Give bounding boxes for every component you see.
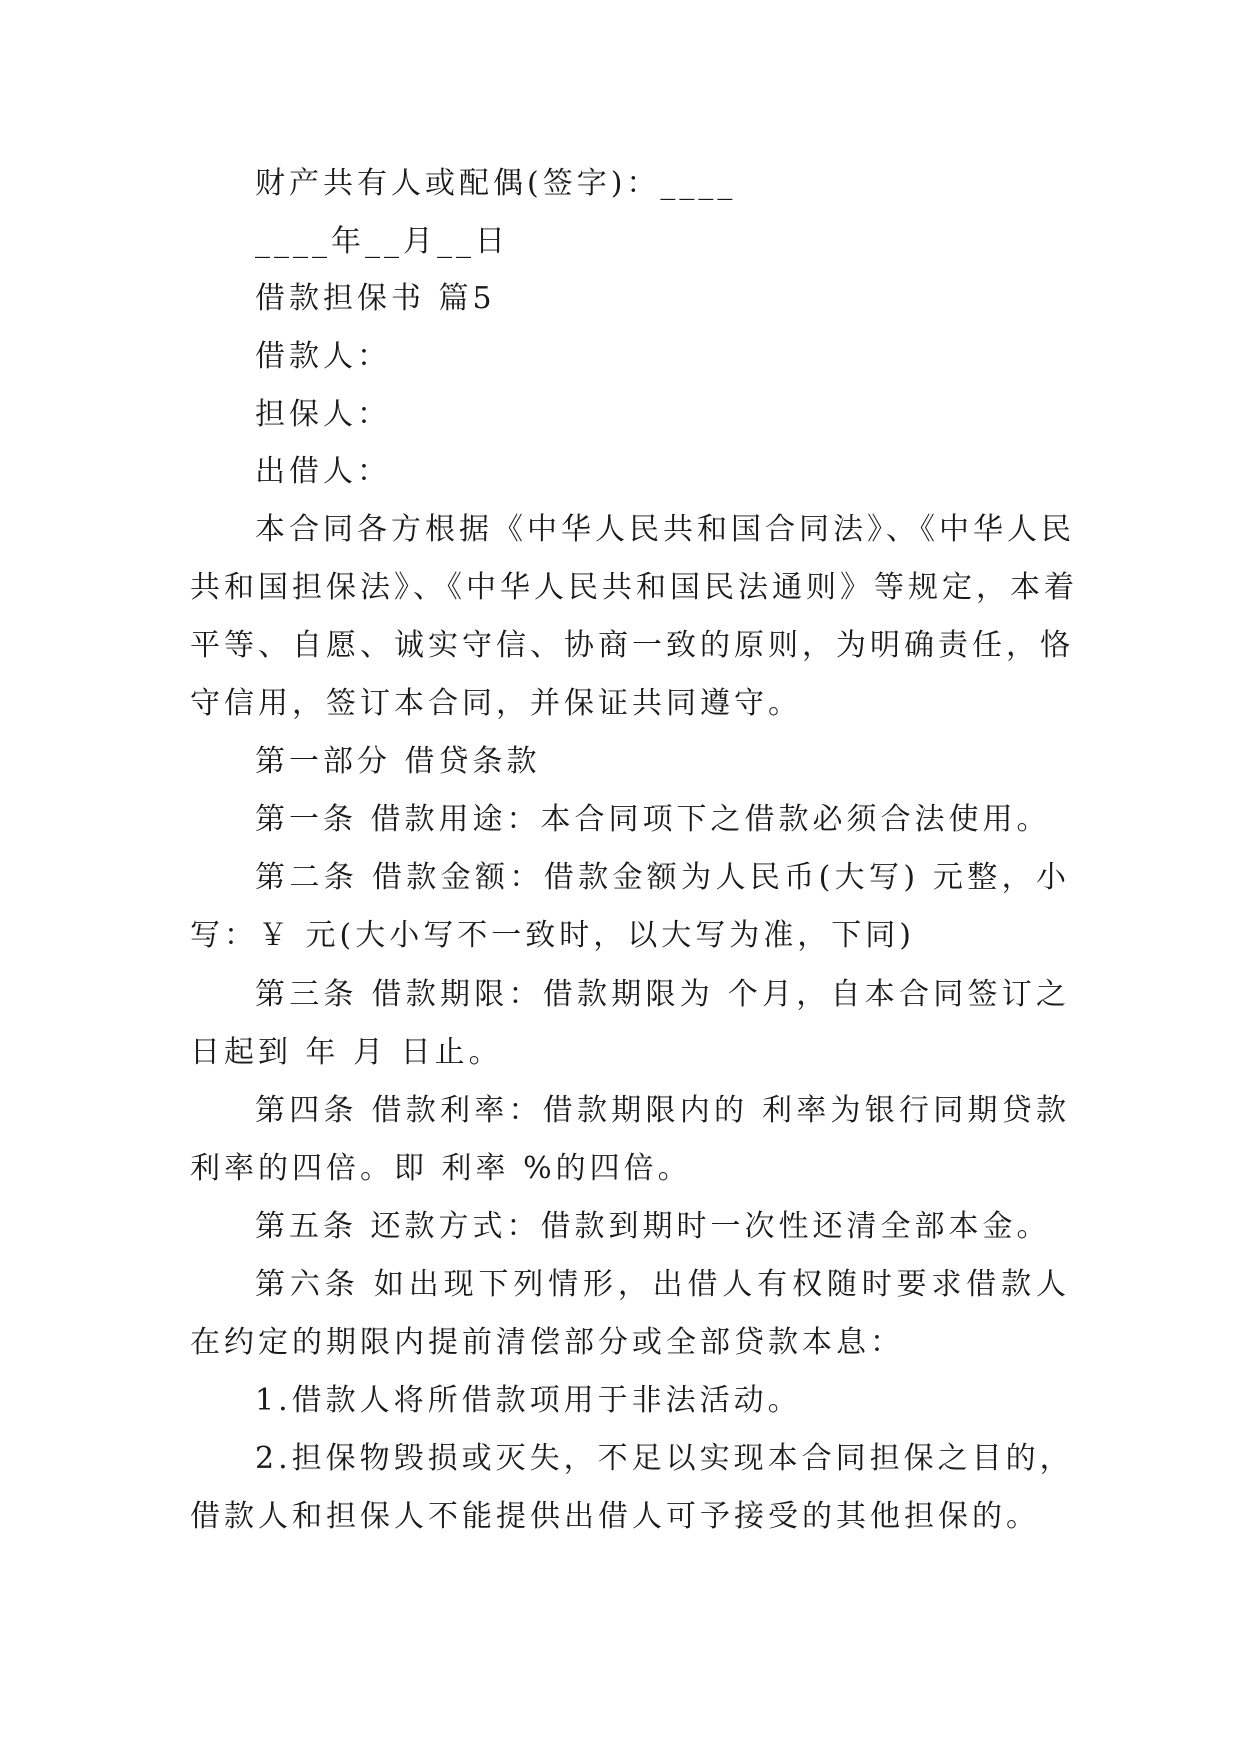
borrower-line: 借款人： [255, 339, 391, 374]
article-1: 第一条 借款用途：本合同项下之借款必须合法使用。 [255, 802, 1051, 837]
preamble-line-2: 共和国担保法》、《中华人民共和国民法通则》等规定，本着 [190, 570, 1078, 605]
preamble-line-4: 守信用，签订本合同，并保证共同遵守。 [190, 686, 802, 721]
clause-2-line-1: 2.担保物毁损或灭失，不足以实现本合同担保之目的， [255, 1441, 1074, 1476]
article-2-line-1: 第二条 借款金额：借款金额为人民币(大写) 元整，小 [255, 860, 1070, 895]
guarantor-line: 担保人： [255, 397, 391, 432]
article-5: 第五条 还款方式：借款到期时一次性还清全部本金。 [255, 1209, 1051, 1244]
article-4-line-2: 利率的四倍。即 利率 %的四倍。 [190, 1151, 692, 1186]
section-title: 借款担保书 篇5 [255, 281, 496, 316]
article-6-line-1: 第六条 如出现下列情形，出借人有权随时要求借款人 [255, 1267, 1070, 1302]
article-3-line-2: 日起到 年 月 日止。 [190, 1035, 503, 1070]
lender-line: 出借人： [255, 454, 391, 489]
article-6-line-2: 在约定的期限内提前清偿部分或全部贷款本息： [190, 1325, 904, 1360]
preamble-line-1: 本合同各方根据《中华人民共和国合同法》、《中华人民 [255, 512, 1075, 547]
article-4-line-1: 第四条 借款利率：借款期限内的 利率为银行同期贷款 [255, 1093, 1070, 1128]
preamble-line-3: 平等、自愿、诚实守信、协商一致的原则，为明确责任，恪 [190, 628, 1074, 663]
clause-1: 1.借款人将所借款项用于非法活动。 [255, 1383, 802, 1418]
part-one-heading: 第一部分 借贷条款 [255, 744, 541, 779]
date-line: ____年__月__日 [255, 224, 509, 259]
clause-2-line-2: 借款人和担保人不能提供出借人可予接受的其他担保的。 [190, 1499, 1040, 1534]
article-3-line-1: 第三条 借款期限：借款期限为 个月，自本合同签订之 [255, 977, 1070, 1012]
spouse-signature-line: 财产共有人或配偶(签字)：____ [255, 166, 737, 201]
article-2-line-2: 写：￥ 元(大小写不一致时，以大写为准，下同) [190, 918, 915, 953]
